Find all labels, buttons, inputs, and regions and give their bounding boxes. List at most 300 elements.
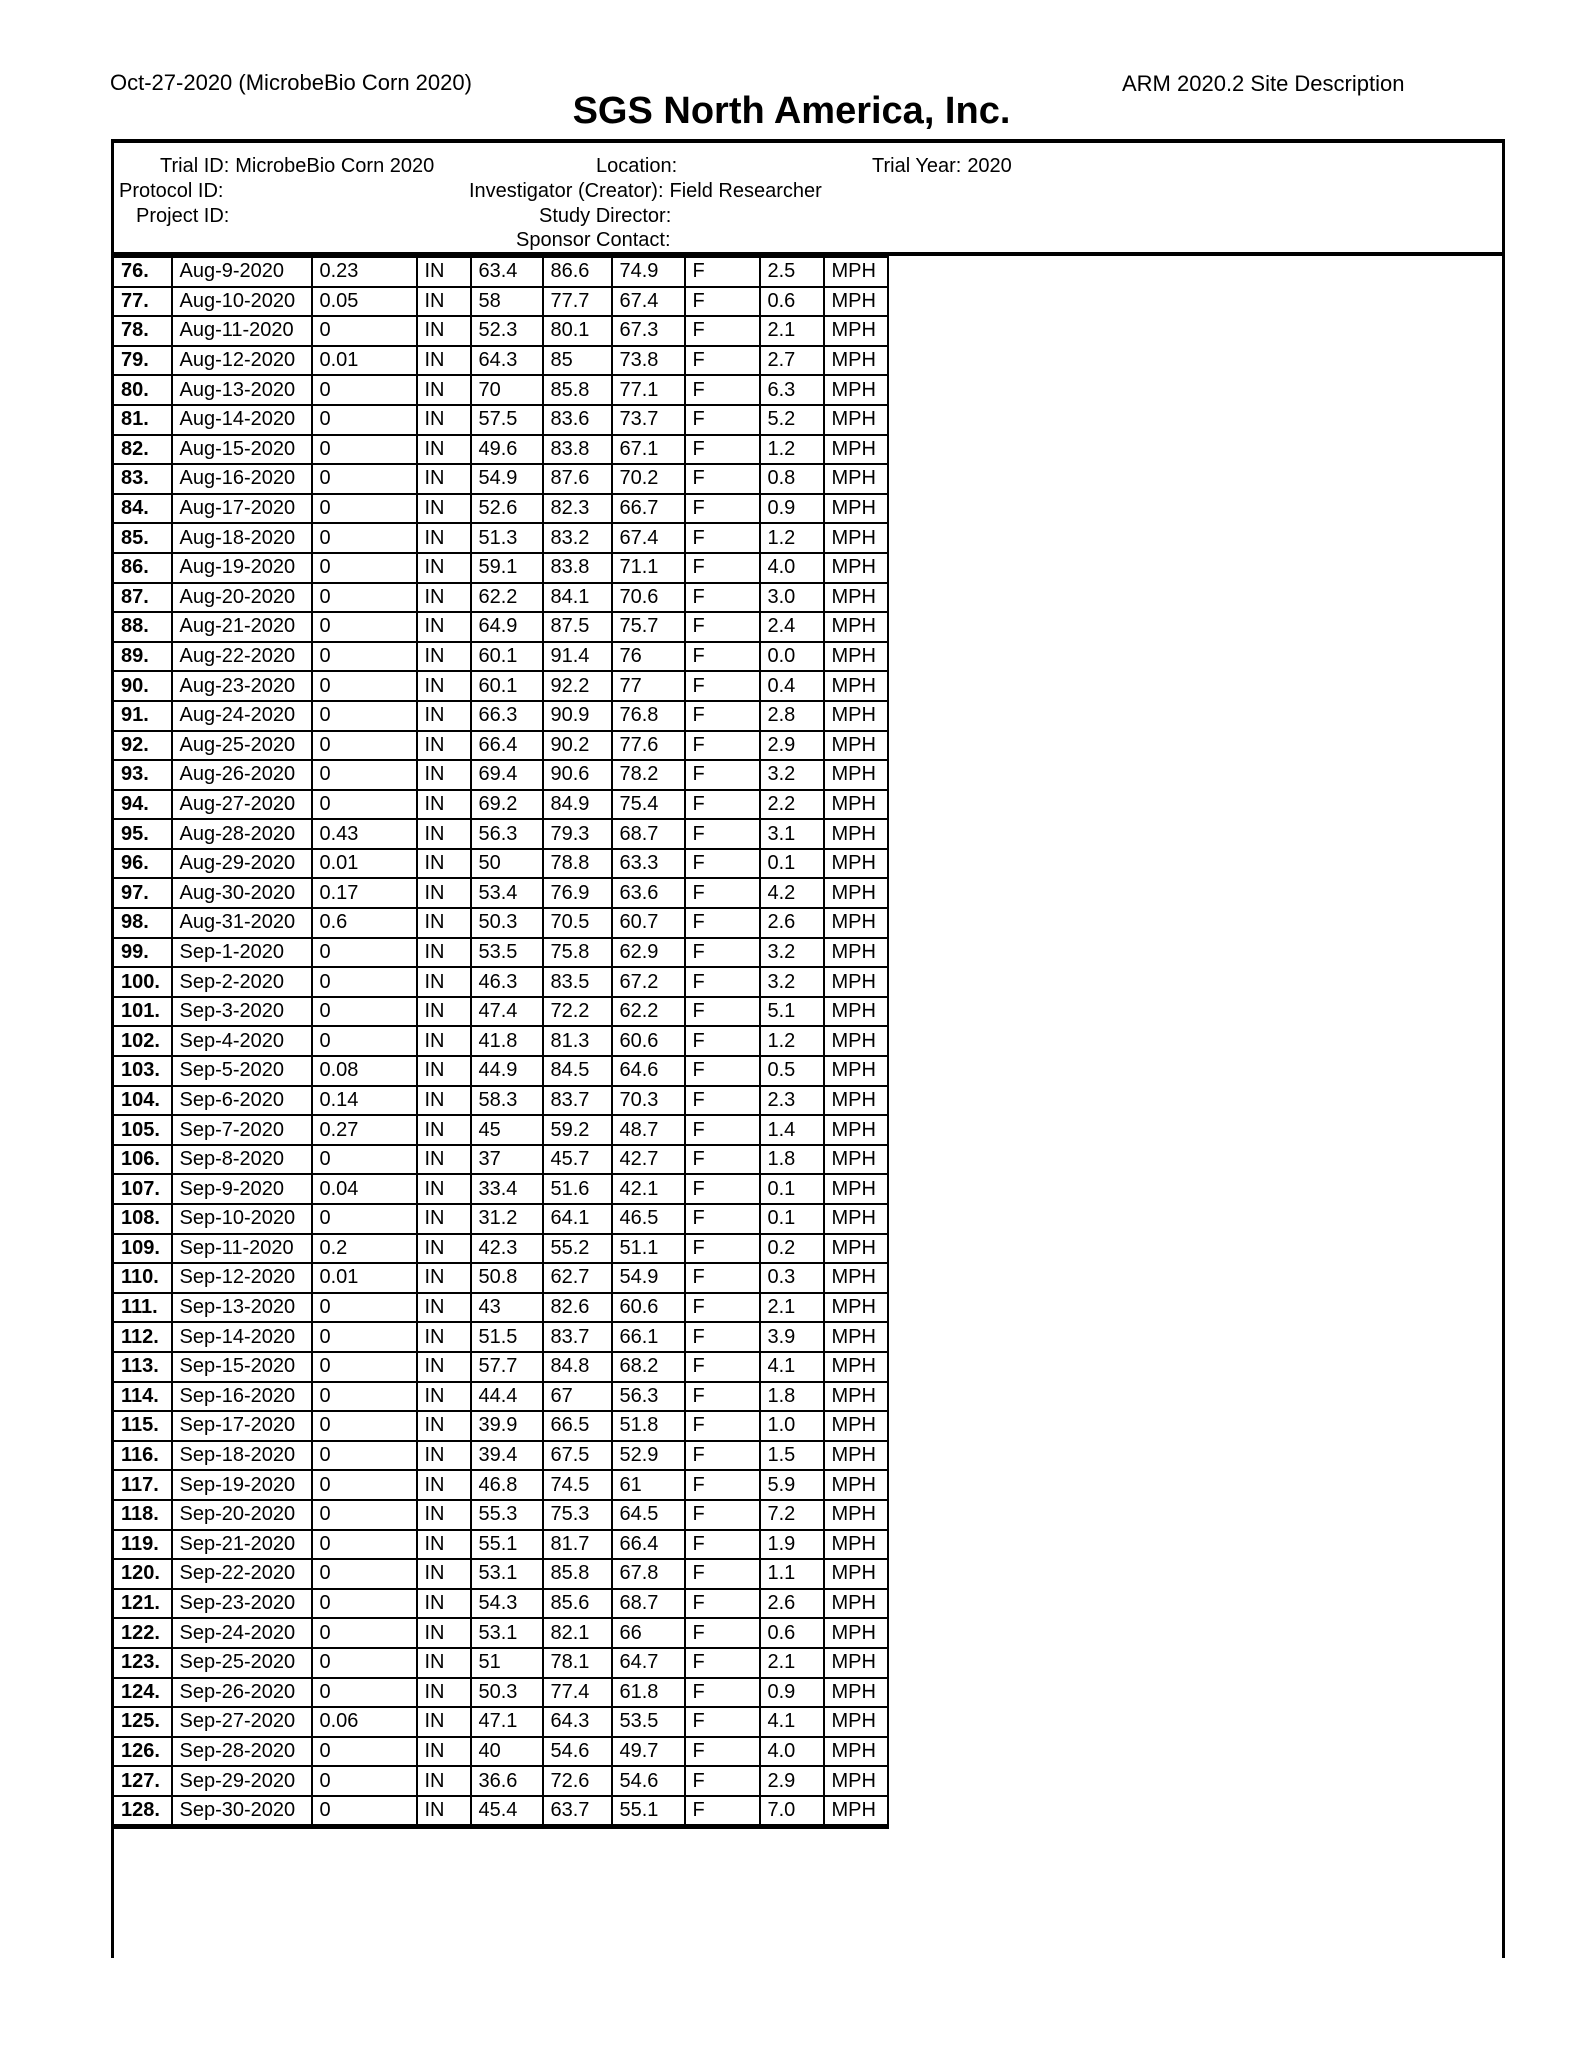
precip-unit-cell: IN [417,1322,471,1352]
temp-max-cell: 90.2 [543,731,612,761]
temp-max-cell: 59.2 [543,1115,612,1145]
temp-min-cell: 39.9 [471,1411,543,1441]
wind-cell: 2.6 [760,1589,824,1619]
precip-cell: 0.43 [312,819,417,849]
weather-row [113,494,888,524]
weather-row [113,1145,888,1175]
wind-unit-cell: MPH [824,1707,888,1737]
date-cell: Aug-9-2020 [172,257,312,287]
trial-id-value: MicrobeBio Corn 2020 [235,155,435,177]
wind-unit-cell: MPH [824,1500,888,1530]
row-number-cell: 92. [113,731,172,761]
temp-max-cell: 55.2 [543,1234,612,1264]
wind-unit-cell: MPH [824,1145,888,1175]
temp-unit-cell: F [685,997,760,1027]
row-number-cell: 102. [113,1026,172,1056]
precip-unit-cell: IN [417,997,471,1027]
weather-row [113,1204,888,1234]
location-field [596,155,683,178]
row-number-cell: 123. [113,1648,172,1678]
temp-mean-cell: 64.6 [612,1056,685,1086]
precip-cell: 0.17 [312,878,417,908]
precip-unit-cell: IN [417,464,471,494]
temp-unit-cell: F [685,731,760,761]
wind-cell: 3.2 [760,967,824,997]
row-number-cell: 112. [113,1322,172,1352]
temp-unit-cell: F [685,1737,760,1767]
temp-max-cell: 81.3 [543,1026,612,1056]
temp-mean-cell: 60.6 [612,1293,685,1323]
date-cell: Aug-16-2020 [172,464,312,494]
row-number-cell: 101. [113,997,172,1027]
temp-max-cell: 90.9 [543,701,612,731]
temp-unit-cell: F [685,967,760,997]
temp-max-cell: 83.8 [543,435,612,465]
temp-unit-cell: F [685,701,760,731]
precip-unit-cell: IN [417,671,471,701]
weather-row [113,731,888,761]
date-cell: Sep-4-2020 [172,1026,312,1056]
precip-cell: 0 [312,790,417,820]
project-id-label: Project ID: [136,205,230,227]
row-number-cell: 111. [113,1293,172,1323]
wind-unit-cell: MPH [824,375,888,405]
wind-unit-cell: MPH [824,701,888,731]
precip-cell: 0 [312,967,417,997]
precip-unit-cell: IN [417,494,471,524]
temp-max-cell: 85.8 [543,1559,612,1589]
row-number-cell: 120. [113,1559,172,1589]
temp-mean-cell: 66.1 [612,1322,685,1352]
temp-min-cell: 60.1 [471,671,543,701]
temp-unit-cell: F [685,464,760,494]
precip-cell: 0 [312,1737,417,1767]
wind-cell: 2.1 [760,316,824,346]
temp-max-cell: 79.3 [543,819,612,849]
temp-max-cell: 83.5 [543,967,612,997]
temp-unit-cell: F [685,1204,760,1234]
wind-cell: 0.1 [760,1174,824,1204]
temp-unit-cell: F [685,523,760,553]
date-cell: Aug-18-2020 [172,523,312,553]
date-cell: Sep-2-2020 [172,967,312,997]
temp-unit-cell: F [685,1618,760,1648]
precip-cell: 0 [312,553,417,583]
location-label: Location: [596,155,678,177]
temp-mean-cell: 54.6 [612,1766,685,1796]
precip-cell: 0 [312,1293,417,1323]
temp-max-cell: 83.6 [543,405,612,435]
investigator-value: Field Researcher [669,180,822,202]
row-number-cell: 109. [113,1234,172,1264]
temp-unit-cell: F [685,1589,760,1619]
precip-cell: 0 [312,1766,417,1796]
weather-row [113,405,888,435]
temp-max-cell: 64.1 [543,1204,612,1234]
row-number-cell: 93. [113,760,172,790]
wind-cell: 3.1 [760,819,824,849]
temp-min-cell: 51 [471,1648,543,1678]
temp-mean-cell: 70.3 [612,1086,685,1116]
row-number-cell: 114. [113,1382,172,1412]
temp-min-cell: 31.2 [471,1204,543,1234]
date-cell: Aug-22-2020 [172,642,312,672]
row-number-cell: 86. [113,553,172,583]
date-cell: Sep-11-2020 [172,1234,312,1264]
wind-unit-cell: MPH [824,760,888,790]
wind-unit-cell: MPH [824,316,888,346]
wind-cell: 2.3 [760,1086,824,1116]
weather-row [113,908,888,938]
temp-unit-cell: F [685,1322,760,1352]
temp-min-cell: 69.4 [471,760,543,790]
date-cell: Sep-7-2020 [172,1115,312,1145]
date-cell: Sep-19-2020 [172,1470,312,1500]
wind-unit-cell: MPH [824,1086,888,1116]
temp-unit-cell: F [685,435,760,465]
precip-cell: 0.08 [312,1056,417,1086]
wind-cell: 4.1 [760,1707,824,1737]
temp-min-cell: 64.9 [471,612,543,642]
weather-row [113,849,888,879]
temp-min-cell: 52.6 [471,494,543,524]
row-number-cell: 76. [113,257,172,287]
investigator-label: Investigator (Creator): [469,180,664,202]
temp-mean-cell: 42.7 [612,1145,685,1175]
date-cell: Sep-16-2020 [172,1382,312,1412]
temp-unit-cell: F [685,1678,760,1708]
row-number-cell: 125. [113,1707,172,1737]
wind-unit-cell: MPH [824,671,888,701]
wind-unit-cell: MPH [824,1234,888,1264]
date-cell: Aug-11-2020 [172,316,312,346]
weather-row [113,1293,888,1323]
wind-unit-cell: MPH [824,494,888,524]
temp-unit-cell: F [685,1293,760,1323]
temp-mean-cell: 66 [612,1618,685,1648]
temp-min-cell: 44.4 [471,1382,543,1412]
precip-unit-cell: IN [417,1263,471,1293]
temp-unit-cell: F [685,938,760,968]
temp-min-cell: 37 [471,1145,543,1175]
wind-unit-cell: MPH [824,908,888,938]
temp-mean-cell: 74.9 [612,257,685,287]
temp-max-cell: 78.8 [543,849,612,879]
temp-max-cell: 66.5 [543,1411,612,1441]
precip-cell: 0 [312,701,417,731]
temp-min-cell: 56.3 [471,819,543,849]
temp-min-cell: 50.3 [471,908,543,938]
wind-cell: 2.9 [760,1766,824,1796]
row-number-cell: 84. [113,494,172,524]
temp-mean-cell: 68.2 [612,1352,685,1382]
wind-unit-cell: MPH [824,287,888,317]
date-cell: Sep-24-2020 [172,1618,312,1648]
date-cell: Sep-5-2020 [172,1056,312,1086]
precip-cell: 0 [312,1796,417,1827]
wind-cell: 0.2 [760,1234,824,1264]
wind-unit-cell: MPH [824,1411,888,1441]
temp-max-cell: 72.2 [543,997,612,1027]
temp-max-cell: 77.7 [543,287,612,317]
date-cell: Aug-29-2020 [172,849,312,879]
date-cell: Sep-20-2020 [172,1500,312,1530]
precip-unit-cell: IN [417,760,471,790]
weather-row [113,257,888,287]
precip-cell: 0 [312,612,417,642]
wind-unit-cell: MPH [824,523,888,553]
temp-min-cell: 63.4 [471,257,543,287]
date-cell: Sep-15-2020 [172,1352,312,1382]
sponsor-contact-label: Sponsor Contact: [516,229,671,251]
wind-unit-cell: MPH [824,1618,888,1648]
temp-max-cell: 72.6 [543,1766,612,1796]
precip-unit-cell: IN [417,316,471,346]
date-cell: Aug-14-2020 [172,405,312,435]
precip-cell: 0 [312,671,417,701]
temp-unit-cell: F [685,346,760,376]
study-director-label: Study Director: [539,205,672,227]
wind-cell: 1.2 [760,435,824,465]
wind-unit-cell: MPH [824,878,888,908]
temp-mean-cell: 56.3 [612,1382,685,1412]
date-cell: Aug-15-2020 [172,435,312,465]
precip-unit-cell: IN [417,1086,471,1116]
temp-max-cell: 83.7 [543,1086,612,1116]
temp-unit-cell: F [685,612,760,642]
temp-max-cell: 76.9 [543,878,612,908]
temp-unit-cell: F [685,1796,760,1827]
weather-row [113,760,888,790]
precip-cell: 0 [312,1530,417,1560]
date-cell: Aug-19-2020 [172,553,312,583]
temp-unit-cell: F [685,1086,760,1116]
wind-cell: 2.4 [760,612,824,642]
wind-cell: 4.1 [760,1352,824,1382]
precip-unit-cell: IN [417,1411,471,1441]
temp-max-cell: 85 [543,346,612,376]
wind-cell: 0.8 [760,464,824,494]
temp-max-cell: 54.6 [543,1737,612,1767]
precip-cell: 0 [312,1382,417,1412]
precip-unit-cell: IN [417,1678,471,1708]
temp-max-cell: 63.7 [543,1796,612,1827]
row-number-cell: 79. [113,346,172,376]
date-cell: Sep-23-2020 [172,1589,312,1619]
precip-unit-cell: IN [417,1293,471,1323]
trial-id-field [160,155,434,178]
temp-unit-cell: F [685,1352,760,1382]
wind-unit-cell: MPH [824,1766,888,1796]
temp-unit-cell: F [685,1411,760,1441]
row-number-cell: 87. [113,583,172,613]
temp-max-cell: 87.5 [543,612,612,642]
investigator-field [469,180,822,203]
wind-cell: 2.1 [760,1293,824,1323]
temp-unit-cell: F [685,287,760,317]
row-number-cell: 126. [113,1737,172,1767]
precip-cell: 0 [312,1411,417,1441]
temp-min-cell: 53.4 [471,878,543,908]
row-number-cell: 89. [113,642,172,672]
temp-mean-cell: 68.7 [612,819,685,849]
sponsor-contact-field [516,229,677,252]
wind-unit-cell: MPH [824,1737,888,1767]
date-cell: Sep-25-2020 [172,1648,312,1678]
date-cell: Aug-27-2020 [172,790,312,820]
temp-max-cell: 83.7 [543,1322,612,1352]
precip-cell: 0.27 [312,1115,417,1145]
date-cell: Aug-21-2020 [172,612,312,642]
weather-row [113,1086,888,1116]
weather-row [113,316,888,346]
weather-row [113,287,888,317]
temp-min-cell: 47.4 [471,997,543,1027]
precip-unit-cell: IN [417,1234,471,1264]
temp-unit-cell: F [685,1145,760,1175]
row-number-cell: 103. [113,1056,172,1086]
wind-unit-cell: MPH [824,790,888,820]
row-number-cell: 83. [113,464,172,494]
precip-unit-cell: IN [417,1737,471,1767]
temp-mean-cell: 61 [612,1470,685,1500]
temp-min-cell: 40 [471,1737,543,1767]
temp-unit-cell: F [685,1115,760,1145]
wind-cell: 0.9 [760,494,824,524]
wind-cell: 5.9 [760,1470,824,1500]
precip-unit-cell: IN [417,1056,471,1086]
wind-unit-cell: MPH [824,435,888,465]
temp-max-cell: 75.8 [543,938,612,968]
temp-mean-cell: 49.7 [612,1737,685,1767]
precip-unit-cell: IN [417,1441,471,1471]
temp-unit-cell: F [685,908,760,938]
wind-cell: 0.6 [760,1618,824,1648]
wind-unit-cell: MPH [824,938,888,968]
precip-unit-cell: IN [417,790,471,820]
temp-mean-cell: 46.5 [612,1204,685,1234]
wind-unit-cell: MPH [824,1293,888,1323]
temp-unit-cell: F [685,257,760,287]
wind-cell: 7.2 [760,1500,824,1530]
row-number-cell: 122. [113,1618,172,1648]
temp-mean-cell: 73.7 [612,405,685,435]
weather-row [113,553,888,583]
temp-min-cell: 39.4 [471,1441,543,1471]
temp-mean-cell: 67.3 [612,316,685,346]
temp-unit-cell: F [685,494,760,524]
date-cell: Sep-26-2020 [172,1678,312,1708]
precip-cell: 0 [312,1441,417,1471]
wind-unit-cell: MPH [824,967,888,997]
weather-row [113,612,888,642]
wind-cell: 5.2 [760,405,824,435]
precip-unit-cell: IN [417,967,471,997]
precip-unit-cell: IN [417,435,471,465]
precip-cell: 0 [312,1322,417,1352]
weather-row [113,1530,888,1560]
temp-unit-cell: F [685,1500,760,1530]
temp-max-cell: 80.1 [543,316,612,346]
temp-unit-cell: F [685,1707,760,1737]
precip-unit-cell: IN [417,375,471,405]
temp-min-cell: 44.9 [471,1056,543,1086]
row-number-cell: 78. [113,316,172,346]
temp-unit-cell: F [685,1441,760,1471]
precip-cell: 0 [312,1500,417,1530]
temp-min-cell: 43 [471,1293,543,1323]
temp-mean-cell: 42.1 [612,1174,685,1204]
wind-unit-cell: MPH [824,1026,888,1056]
report-type: ARM 2020.2 Site Description [1122,71,1405,96]
precip-cell: 0 [312,435,417,465]
temp-max-cell: 85.6 [543,1589,612,1619]
wind-cell: 1.0 [760,1411,824,1441]
wind-unit-cell: MPH [824,405,888,435]
wind-cell: 2.1 [760,1648,824,1678]
precip-cell: 0.23 [312,257,417,287]
row-number-cell: 99. [113,938,172,968]
weather-row [113,375,888,405]
temp-max-cell: 84.5 [543,1056,612,1086]
temp-max-cell: 86.6 [543,257,612,287]
temp-max-cell: 77.4 [543,1678,612,1708]
date-cell: Sep-10-2020 [172,1204,312,1234]
temp-min-cell: 51.5 [471,1322,543,1352]
temp-max-cell: 90.6 [543,760,612,790]
wind-unit-cell: MPH [824,1441,888,1471]
temp-mean-cell: 77.1 [612,375,685,405]
weather-row [113,583,888,613]
daily-weather-table [111,256,889,1829]
temp-min-cell: 41.8 [471,1026,543,1056]
row-number-cell: 115. [113,1411,172,1441]
precip-cell: 0 [312,464,417,494]
temp-max-cell: 62.7 [543,1263,612,1293]
precip-cell: 0 [312,642,417,672]
temp-unit-cell: F [685,1263,760,1293]
wind-unit-cell: MPH [824,819,888,849]
precip-unit-cell: IN [417,1382,471,1412]
wind-unit-cell: MPH [824,1115,888,1145]
precip-unit-cell: IN [417,938,471,968]
temp-unit-cell: F [685,878,760,908]
precip-unit-cell: IN [417,1648,471,1678]
precip-unit-cell: IN [417,1618,471,1648]
temp-min-cell: 46.3 [471,967,543,997]
precip-unit-cell: IN [417,612,471,642]
wind-unit-cell: MPH [824,849,888,879]
weather-row [113,1441,888,1471]
weather-row [113,878,888,908]
temp-min-cell: 45 [471,1115,543,1145]
weather-row [113,1648,888,1678]
precip-cell: 0.6 [312,908,417,938]
protocol-id-field [119,180,229,203]
temp-unit-cell: F [685,553,760,583]
precip-unit-cell: IN [417,1026,471,1056]
temp-mean-cell: 60.7 [612,908,685,938]
temp-max-cell: 67.5 [543,1441,612,1471]
wind-unit-cell: MPH [824,1470,888,1500]
weather-row [113,642,888,672]
precip-cell: 0 [312,405,417,435]
date-cell: Aug-20-2020 [172,583,312,613]
temp-min-cell: 50 [471,849,543,879]
wind-unit-cell: MPH [824,642,888,672]
temp-unit-cell: F [685,1026,760,1056]
date-cell: Aug-17-2020 [172,494,312,524]
